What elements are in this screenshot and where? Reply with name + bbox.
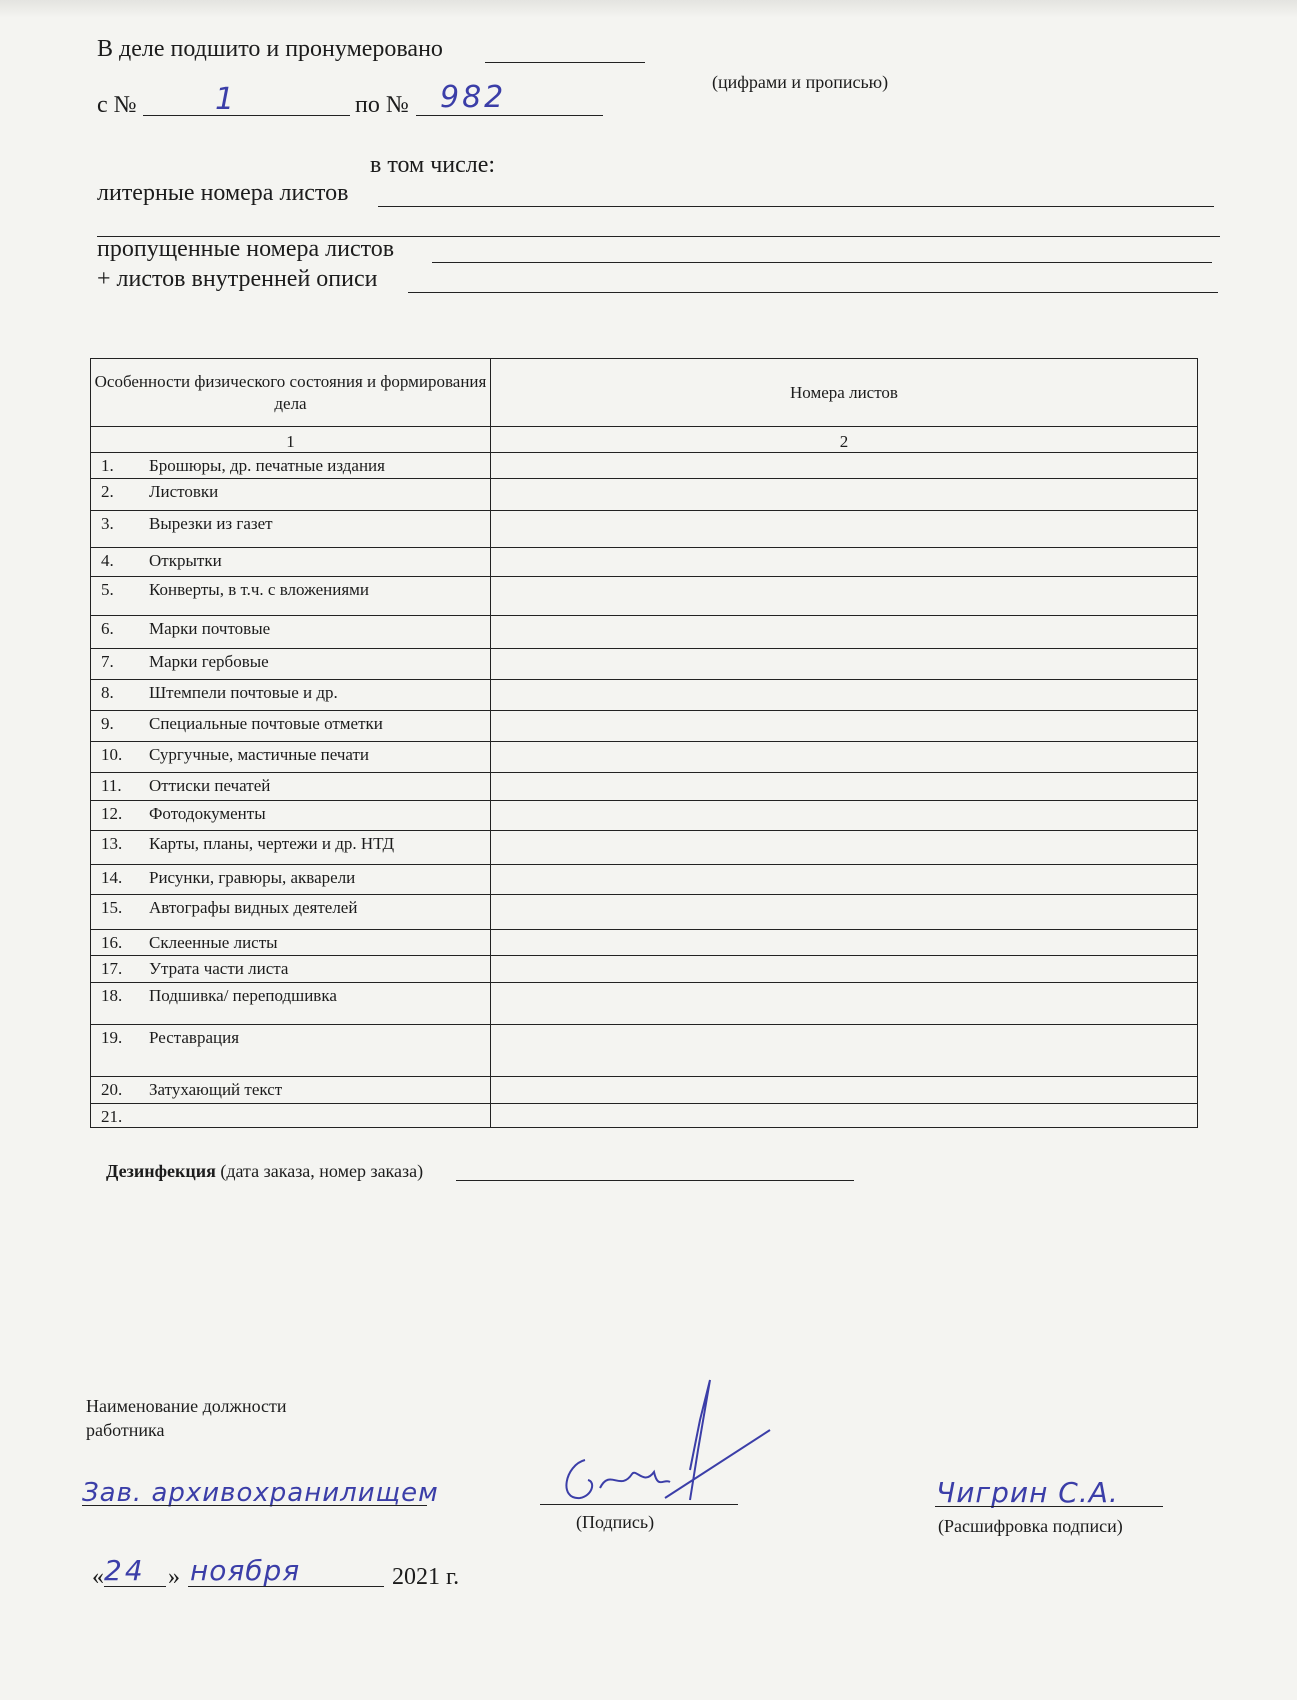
row-label-cell bbox=[91, 801, 491, 830]
position-line bbox=[82, 1505, 427, 1506]
row-label-cell bbox=[91, 1104, 491, 1127]
table-row bbox=[91, 577, 1197, 616]
row-label: Карты, планы, чертежи и др. НТД bbox=[149, 834, 395, 853]
row-label: Открытки bbox=[149, 551, 222, 570]
row-label-cell bbox=[91, 983, 491, 1024]
row-label: Специальные почтовые отметки bbox=[149, 714, 383, 733]
table-row bbox=[91, 1077, 1197, 1104]
letter-sheets-line bbox=[378, 206, 1214, 207]
row-number: 2. bbox=[101, 482, 114, 501]
date-month: ноября bbox=[190, 1554, 301, 1587]
date-day: 24 bbox=[104, 1554, 146, 1587]
table-row bbox=[91, 773, 1197, 801]
physical-state-table bbox=[90, 358, 1198, 1128]
row-label: Марки гербовые bbox=[149, 652, 269, 671]
table-colnum-row bbox=[91, 427, 1197, 453]
row-number: 9. bbox=[101, 714, 114, 733]
from-line bbox=[143, 115, 350, 116]
row-label: Оттиски печатей bbox=[149, 776, 271, 795]
row-sheets-cell bbox=[491, 801, 1197, 830]
row-label: Реставрация bbox=[149, 1028, 240, 1047]
row-number: 1. bbox=[101, 456, 114, 475]
signature-hint: (Подпись) bbox=[576, 1512, 655, 1532]
row-label-cell bbox=[91, 742, 491, 772]
row-label-cell bbox=[91, 548, 491, 576]
row-sheets-cell bbox=[491, 479, 1197, 510]
row-sheets-cell bbox=[491, 680, 1197, 710]
row-sheets-cell bbox=[491, 1077, 1197, 1103]
row-sheets-cell bbox=[491, 1104, 1197, 1127]
col2-number: 2 bbox=[839, 432, 849, 451]
position-label-2: работника bbox=[86, 1420, 165, 1440]
sewn-hint: (цифрами и прописью) bbox=[712, 72, 889, 92]
row-sheets-cell bbox=[491, 831, 1197, 864]
from-value: 1 bbox=[215, 82, 238, 117]
row-label: Утрата части листа bbox=[149, 959, 289, 978]
row-label: Затухающий текст bbox=[149, 1080, 283, 1099]
row-label-cell bbox=[91, 511, 491, 547]
row-label: Автографы видных деятелей bbox=[149, 898, 358, 917]
row-sheets-cell bbox=[491, 930, 1197, 955]
disinfection-line bbox=[456, 1180, 854, 1181]
row-label: Конверты, в т.ч. с вложениями bbox=[149, 580, 370, 599]
col2-header: Номера листов bbox=[790, 382, 898, 402]
position-label-1: Наименование должности bbox=[86, 1396, 287, 1416]
row-label-cell bbox=[91, 711, 491, 741]
to-line bbox=[416, 115, 603, 116]
row-sheets-cell bbox=[491, 649, 1197, 679]
row-label-cell bbox=[91, 577, 491, 615]
row-sheets-cell bbox=[491, 511, 1197, 547]
row-number: 7. bbox=[101, 652, 114, 671]
row-label-cell bbox=[91, 930, 491, 955]
row-label-cell bbox=[91, 831, 491, 864]
date-quote-close: » bbox=[168, 1564, 180, 1590]
page-fold-shadow bbox=[0, 0, 1297, 18]
date-day-line bbox=[104, 1586, 166, 1587]
row-label: Подшивка/ переподшивка bbox=[149, 986, 337, 1005]
row-sheets-cell bbox=[491, 865, 1197, 894]
sewn-label: В деле подшито и пронумеровано bbox=[97, 36, 443, 62]
row-sheets-cell bbox=[491, 956, 1197, 982]
row-number: 20. bbox=[101, 1080, 123, 1099]
row-number: 10. bbox=[101, 745, 123, 764]
decode-hint: (Расшифровка подписи) bbox=[938, 1516, 1123, 1536]
row-label: Склеенные листы bbox=[149, 933, 278, 952]
table-row bbox=[91, 453, 1197, 479]
row-label: Марки почтовые bbox=[149, 619, 271, 638]
row-sheets-cell bbox=[491, 577, 1197, 615]
row-number: 6. bbox=[101, 619, 114, 638]
row-label-cell bbox=[91, 956, 491, 982]
row-label: Штемпели почтовые и др. bbox=[149, 683, 338, 702]
row-sheets-cell bbox=[491, 983, 1197, 1024]
table-row bbox=[91, 865, 1197, 895]
row-number: 17. bbox=[101, 959, 123, 978]
from-label: с № bbox=[97, 92, 137, 118]
row-sheets-cell bbox=[491, 742, 1197, 772]
position-value: Зав. архивохранилищем bbox=[82, 1478, 439, 1508]
row-number: 3. bbox=[101, 514, 114, 533]
row-number: 15. bbox=[101, 898, 123, 917]
row-number: 13. bbox=[101, 834, 123, 853]
table-row bbox=[91, 711, 1197, 742]
disinfection-label bbox=[106, 1161, 423, 1182]
row-label-cell bbox=[91, 1077, 491, 1103]
disinfection-bold: Дезинфекция bbox=[106, 1161, 216, 1181]
signature-scribble bbox=[540, 1370, 780, 1510]
row-number: 4. bbox=[101, 551, 114, 570]
row-label-cell bbox=[91, 773, 491, 800]
table-row bbox=[91, 649, 1197, 680]
date-quote-open: « bbox=[92, 1564, 104, 1590]
row-label: Листовки bbox=[149, 482, 219, 501]
table-row bbox=[91, 831, 1197, 865]
row-label-cell bbox=[91, 479, 491, 510]
row-number: 16. bbox=[101, 933, 123, 952]
row-sheets-cell bbox=[491, 616, 1197, 648]
table-header-row bbox=[91, 359, 1197, 427]
row-number: 21. bbox=[101, 1107, 123, 1126]
table-row bbox=[91, 801, 1197, 831]
row-label-cell bbox=[91, 616, 491, 648]
row-number: 5. bbox=[101, 580, 114, 599]
to-value: 982 bbox=[440, 80, 507, 115]
row-label-cell bbox=[91, 865, 491, 894]
missing-sheets-line bbox=[432, 262, 1212, 263]
row-label-cell bbox=[91, 453, 491, 478]
row-label-cell bbox=[91, 895, 491, 929]
col1-header: Особенности физического состояния и формирования дела bbox=[91, 359, 491, 426]
row-label-cell bbox=[91, 649, 491, 679]
row-label-cell bbox=[91, 680, 491, 710]
to-label: по № bbox=[355, 92, 409, 118]
table-row bbox=[91, 956, 1197, 983]
row-label: Брошюры, др. печатные издания bbox=[149, 456, 385, 475]
table-row bbox=[91, 548, 1197, 577]
row-number: 11. bbox=[101, 776, 122, 795]
row-label-cell bbox=[91, 1025, 491, 1076]
row-sheets-cell bbox=[491, 548, 1197, 576]
table-row bbox=[91, 930, 1197, 956]
row-sheets-cell bbox=[491, 895, 1197, 929]
row-sheets-cell bbox=[491, 453, 1197, 478]
table-row bbox=[91, 511, 1197, 548]
row-label: Рисунки, гравюры, акварели bbox=[149, 868, 356, 887]
table-row bbox=[91, 742, 1197, 773]
row-number: 19. bbox=[101, 1028, 123, 1047]
table-row bbox=[91, 1025, 1197, 1077]
table-row bbox=[91, 479, 1197, 511]
missing-sheets-label: пропущенные номера листов bbox=[97, 236, 395, 262]
table-row bbox=[91, 983, 1197, 1025]
letter-sheets-label: литерные номера листов bbox=[97, 180, 349, 206]
row-number: 12. bbox=[101, 804, 123, 823]
row-sheets-cell bbox=[491, 1025, 1197, 1076]
table-row bbox=[91, 680, 1197, 711]
disinfection-rest: (дата заказа, номер заказа) bbox=[220, 1161, 424, 1181]
decode-line bbox=[935, 1506, 1163, 1507]
table-row bbox=[91, 895, 1197, 930]
row-label: Сургучные, мастичные печати bbox=[149, 745, 370, 764]
col1-number: 1 bbox=[286, 432, 295, 451]
table-row bbox=[91, 1104, 1197, 1127]
inner-inventory-label: + листов внутренней описи bbox=[97, 266, 378, 292]
row-sheets-cell bbox=[491, 773, 1197, 800]
table-row bbox=[91, 616, 1197, 649]
date-month-line bbox=[188, 1586, 384, 1587]
row-number: 14. bbox=[101, 868, 123, 887]
row-number: 18. bbox=[101, 986, 123, 1005]
including-label: в том числе: bbox=[370, 152, 496, 178]
signature-line bbox=[540, 1504, 738, 1505]
date-year: 2021 г. bbox=[392, 1564, 460, 1590]
row-label: Вырезки из газет bbox=[149, 514, 273, 533]
row-number: 8. bbox=[101, 683, 114, 702]
row-label: Фотодокументы bbox=[149, 804, 266, 823]
sewn-line bbox=[485, 62, 645, 63]
decode-value: Чигрин С.А. bbox=[936, 1476, 1119, 1509]
row-sheets-cell bbox=[491, 711, 1197, 741]
inner-inventory-line bbox=[408, 292, 1218, 293]
